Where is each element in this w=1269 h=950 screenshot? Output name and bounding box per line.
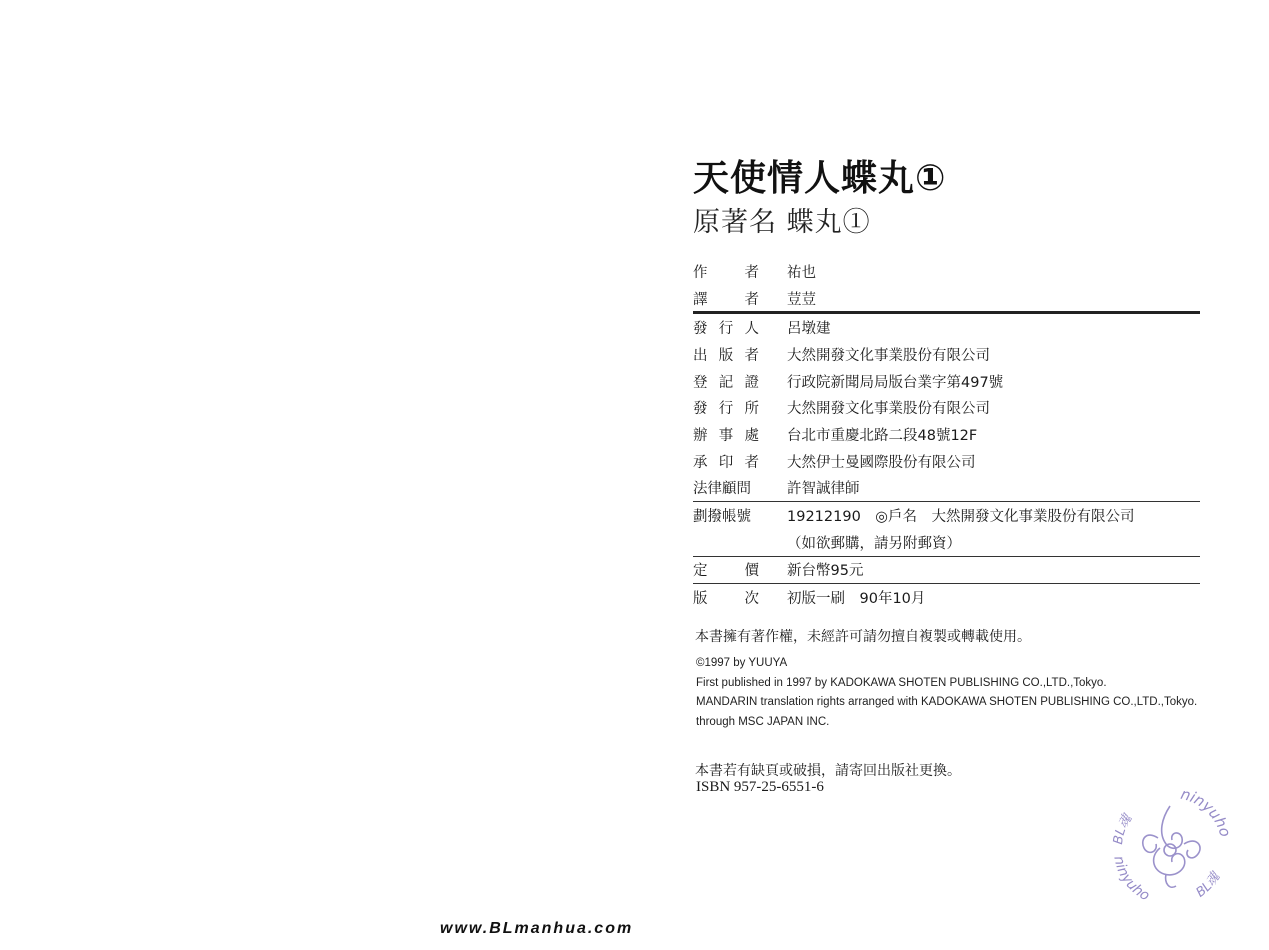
publisher-row — [693, 475, 1200, 502]
price-row-value: 新台幣95元 — [787, 563, 864, 580]
publisher-row-label: 出 版 者 — [693, 347, 759, 364]
svg-text:BL魂 — [1111, 810, 1136, 845]
copyright-note: 本書擁有著作權，未經許可請勿擅自複製或轉載使用。 — [695, 629, 1031, 645]
stamp-text-bottom-right: BL魂 — [1193, 870, 1224, 901]
account-label: 劃撥帳號 — [693, 509, 751, 526]
svg-text:ninyuho — [1179, 785, 1235, 839]
website-watermark: www.BLmanhua.com — [440, 920, 634, 937]
edition-row-label: 版 次 — [693, 591, 759, 608]
publisher-row — [693, 448, 1200, 475]
credit-row — [693, 285, 1200, 312]
english-line: ©1997 by YUUYA — [696, 657, 788, 669]
publisher-row-label: 登 記 證 — [693, 374, 759, 391]
account-row — [693, 502, 1200, 529]
publisher-row-value: 行政院新聞局局版台業字第497號 — [787, 374, 1004, 391]
publisher-row — [693, 394, 1200, 421]
publisher-row-label: 發 行 人 — [693, 321, 759, 338]
edition-row-value: 初版一刷 90年10月 — [787, 591, 926, 608]
stamp-text-bottom-left: ninyuho — [1110, 854, 1153, 905]
credit-row-value: 荳荳 — [787, 291, 816, 308]
edition-section — [693, 584, 1200, 611]
scanlation-stamp-logo — [1100, 778, 1240, 913]
left-page-blank — [0, 0, 634, 950]
colophon-table — [693, 258, 1200, 611]
price-row — [693, 557, 1200, 584]
credits-section — [693, 258, 1200, 311]
publisher-row-value: 呂墩建 — [787, 321, 831, 338]
publisher-row-value: 大然伊士曼國際股份有限公司 — [787, 454, 976, 471]
publisher-section — [693, 314, 1200, 501]
credit-row — [693, 258, 1200, 285]
damage-replacement-note: 本書若有缺頁或破損，請寄回出版社更換。 — [695, 763, 961, 779]
publisher-row — [693, 368, 1200, 395]
english-line: MANDARIN translation rights arranged with KADOKAWA SHOTEN PUBLISHING CO.,LTD.,Tokyo. — [696, 696, 1198, 708]
credit-row-label: 譯 者 — [693, 291, 759, 308]
publisher-row-value: 台北市重慶北路二段48號12F — [787, 427, 978, 444]
account-note: （如欲郵購，請另附郵資） — [787, 535, 961, 552]
publisher-row-label: 發 行 所 — [693, 401, 759, 418]
english-copyright-block — [696, 654, 1197, 732]
publisher-row-label: 承 印 者 — [693, 454, 759, 471]
stamp-text-left: BL魂 — [1111, 812, 1136, 846]
svg-text:ninyuho — [1110, 855, 1152, 905]
publisher-row — [693, 421, 1200, 448]
english-line: First published in 1997 by KADOKAWA SHOTEN PUBLISHING CO.,LTD.,Tokyo. — [696, 676, 1107, 689]
publisher-row-label: 辦 事 處 — [693, 427, 759, 444]
account-note-row — [693, 529, 1200, 556]
publisher-row — [693, 341, 1200, 368]
book-title: 天使情人蝶丸① — [693, 158, 947, 199]
publisher-row-label: 法律顧問 — [693, 481, 751, 498]
original-title: 原著名 蝶丸① — [693, 207, 871, 238]
price-section — [693, 557, 1200, 584]
isbn: ISBN 957-25-6551-6 — [696, 779, 824, 795]
stamp-text-top: ninyuho — [1178, 784, 1235, 839]
publisher-row-value: 大然開發文化事業股份有限公司 — [787, 401, 990, 418]
account-value: 19212190 ◎戶名 大然開發文化事業股份有限公司 — [787, 509, 1135, 526]
publisher-row-value: 許智誠律師 — [787, 481, 860, 498]
credit-row-label: 作 者 — [693, 264, 759, 281]
edition-row — [693, 584, 1200, 611]
credit-row-value: 祐也 — [787, 264, 816, 281]
english-line: through MSC JAPAN INC. — [696, 715, 830, 728]
price-row-label: 定 價 — [693, 563, 759, 580]
publisher-row-value: 大然開發文化事業股份有限公司 — [787, 347, 990, 364]
svg-text:BL魂 — [1193, 868, 1224, 900]
publisher-row — [693, 314, 1200, 341]
